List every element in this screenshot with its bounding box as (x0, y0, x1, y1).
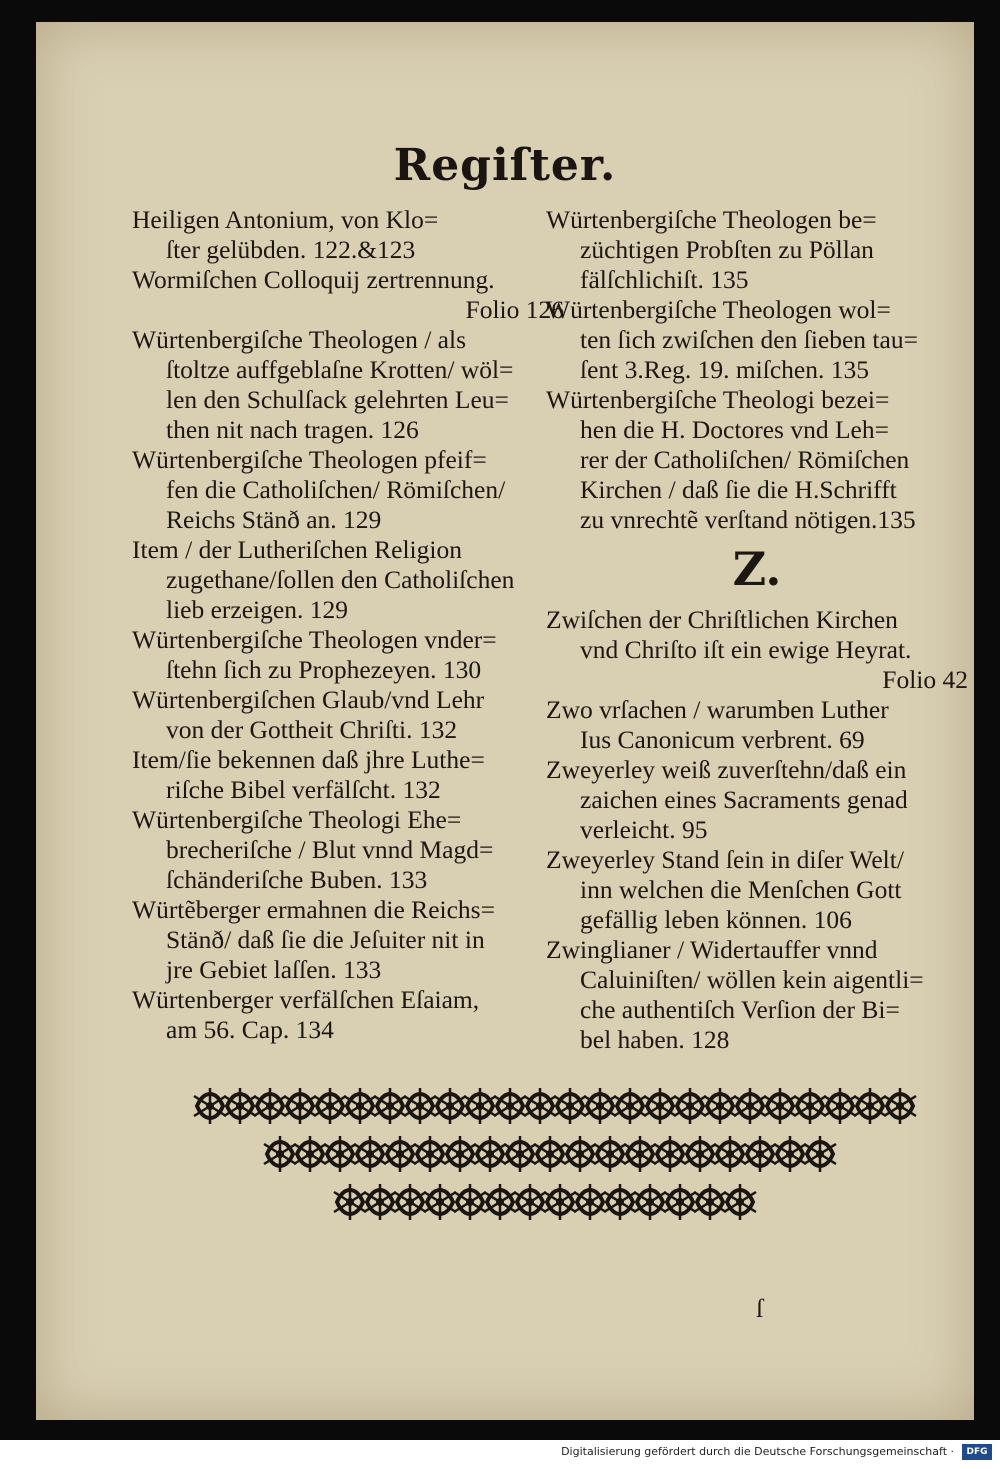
fleuron-mark (594, 1136, 626, 1172)
entry-line: hen die H. Doctores vnd Leh= (580, 415, 889, 444)
fleuron-mark (534, 1136, 566, 1172)
entry-line: Zwiſchen der Chriſtlichen Kirchen (546, 605, 898, 634)
catchword: ſ (756, 1294, 764, 1323)
fleuron-mark (654, 1136, 686, 1172)
entry-line: Wormiſchen Colloquij zertrennung. (132, 265, 495, 294)
entry-line: Würtenbergiſche Theologi Ehe= (132, 805, 462, 834)
register-entry (546, 755, 968, 845)
entry-line: Würtenbergiſche Theologen vnder= (132, 625, 497, 654)
register-entry (546, 605, 968, 695)
entry-line: inn welchen die Menſchen Gott (580, 875, 902, 904)
fleuron-mark (194, 1088, 226, 1124)
fleuron-mark (454, 1184, 486, 1220)
entry-line: len den Schulſack gelehrten Leu= (166, 385, 509, 414)
printers-ornament (186, 1084, 946, 1234)
entry-line: Ius Canonicum verbrent. 69 (580, 725, 865, 754)
fleuron-mark (384, 1136, 416, 1172)
register-entry (132, 985, 564, 1045)
entry-line: züchtigen Probſten zu Pöllan (580, 235, 874, 264)
fleuron-mark (294, 1136, 326, 1172)
fleuron-mark (624, 1136, 656, 1172)
entry-line: am 56. Cap. 134 (166, 1015, 334, 1044)
fleuron-mark (544, 1184, 576, 1220)
fleuron-mark (554, 1088, 586, 1124)
entry-line: ten ſich zwiſchen den ſieben tau= (580, 325, 918, 354)
fleuron-mark (684, 1136, 716, 1172)
entry-line: che authentiſch Verſion der Bi= (580, 995, 900, 1024)
register-column-right (546, 205, 968, 1055)
register-column-left (132, 205, 564, 1045)
fleuron-mark (254, 1088, 286, 1124)
fleuron-mark (804, 1136, 836, 1172)
page-heading: Regiſter. (393, 140, 617, 191)
fleuron-mark (374, 1088, 406, 1124)
fleuron-mark (364, 1184, 396, 1220)
register-entry (132, 745, 564, 805)
entry-line: Würtenbergiſche Theologen be= (546, 205, 877, 234)
fleuron-mark (464, 1088, 496, 1124)
entry-line: gefällig leben können. 106 (580, 905, 852, 934)
entry-line: Würtẽberger ermahnen die Reichs= (132, 895, 495, 924)
fleuron-mark (604, 1184, 636, 1220)
entry-line: bel haben. 128 (580, 1025, 730, 1054)
fleuron-mark (494, 1088, 526, 1124)
entry-line: Stänð/ daß ſie die Jeſuiter nit in (166, 925, 485, 954)
fleuron-mark (854, 1088, 886, 1124)
register-entry (132, 625, 564, 685)
fleuron-mark (434, 1088, 466, 1124)
entry-line: Würtenbergiſche Theologi bezei= (546, 385, 890, 414)
entry-line: Zwo vrſachen / warumben Luther (546, 695, 889, 724)
fleuron-mark (474, 1136, 506, 1172)
entry-line: Würtenbergiſchen Glaub/vnd Lehr (132, 685, 485, 714)
fleuron-mark (354, 1136, 386, 1172)
register-w-entries (546, 205, 968, 535)
entry-line: fälſchlichiſt. 135 (580, 265, 749, 294)
fleuron-mark (734, 1088, 766, 1124)
funding-credit: Digitalisierung gefördert durch die Deutsche Forschungsgemeinschaft · (561, 1445, 954, 1458)
register-entry (132, 685, 564, 745)
entry-line: lieb erzeigen. 129 (166, 595, 348, 624)
entry-line: zu vnrechtẽ verſtand nötigen.135 (580, 505, 916, 534)
fleuron-mark (484, 1184, 516, 1220)
entry-line: Zwinglianer / Widertauffer vnnd (546, 935, 878, 964)
entry-line: Würtenbergiſche Theologen / als (132, 325, 466, 354)
entry-line: Zweyerley weiß zuverſtehn/daß ein (546, 755, 907, 784)
entry-line: Reichs Stänð an. 129 (166, 505, 382, 534)
entry-line: then nit nach tragen. 126 (166, 415, 419, 444)
fleuron-mark (674, 1088, 706, 1124)
fleuron-mark (414, 1136, 446, 1172)
entry-line: Item/ſie bekennen daß jhre Luthe= (132, 745, 485, 774)
entry-line: vnd Chriſto iſt ein ewige Heyrat. (580, 635, 912, 664)
fleuron-mark (394, 1184, 426, 1220)
dfg-logo: DFG (962, 1444, 992, 1460)
fleuron-mark (224, 1088, 256, 1124)
fleuron-mark (514, 1184, 546, 1220)
entry-line: Folio 42 (882, 665, 968, 694)
register-z-entries (546, 605, 968, 1055)
register-entry (546, 695, 968, 755)
entry-line: Zweyerley Stand ſein in diſer Welt/ (546, 845, 904, 874)
fleuron-mark (344, 1088, 376, 1124)
entry-line: rer der Catholiſchen/ Römiſchen (580, 445, 910, 474)
entry-line: Kirchen / daß ſie die H.Schrifft (580, 475, 897, 504)
entry-line: Folio 126 (465, 295, 564, 324)
register-entry (132, 445, 564, 535)
entry-line: Heiligen Antonium, von Klo= (132, 205, 439, 234)
book-page (36, 22, 974, 1420)
register-entry (132, 325, 564, 445)
fleuron-mark (704, 1088, 736, 1124)
fleuron-mark (284, 1088, 316, 1124)
entry-line: ſter gelübden. 122.&123 (166, 235, 416, 264)
fleuron-mark (504, 1136, 536, 1172)
entry-line: ſtoltze auffgeblaſne Krotten/ wöl= (166, 355, 514, 384)
register-entry (132, 895, 564, 985)
entry-line: von der Gottheit Chriſti. 132 (166, 715, 458, 744)
register-entry (546, 845, 968, 935)
entry-line: Caluiniſten/ wöllen kein aigentli= (580, 965, 924, 994)
fleuron-mark (334, 1184, 366, 1220)
fleuron-mark (714, 1136, 746, 1172)
entry-line: brecheriſche / Blut vnnd Magd= (166, 835, 494, 864)
fleuron-mark (324, 1136, 356, 1172)
entry-line: zaichen eines Sacraments genad (580, 785, 908, 814)
fleuron-mark (694, 1184, 726, 1220)
fleuron-mark (524, 1088, 556, 1124)
entry-line: Würtenberger verfälſchen Eſaiam, (132, 985, 480, 1014)
entry-line: verleicht. 95 (580, 815, 708, 844)
fleuron-mark (444, 1136, 476, 1172)
fleuron-mark (744, 1136, 776, 1172)
fleuron-mark (794, 1088, 826, 1124)
register-entry (546, 385, 968, 535)
entry-line: ſtehn ſich zu Prophezeyen. 130 (166, 655, 482, 684)
fleuron-mark (614, 1088, 646, 1124)
fleuron-mark (634, 1184, 666, 1220)
fleuron-mark (724, 1184, 756, 1220)
entry-line: jre Gebiet laſſen. 133 (166, 955, 382, 984)
fleuron-mark (584, 1088, 616, 1124)
fleuron-mark (404, 1088, 436, 1124)
fleuron-mark (884, 1088, 916, 1124)
entry-line: Würtenbergiſche Theologen wol= (546, 295, 891, 324)
fleuron-mark (264, 1136, 296, 1172)
entry-line: riſche Bibel verfälſcht. 132 (166, 775, 441, 804)
entry-line: fen die Catholiſchen/ Römiſchen/ (166, 475, 506, 504)
fleuron-mark (824, 1088, 856, 1124)
entry-line: Item / der Lutheriſchen Religion (132, 535, 462, 564)
fleuron-mark (574, 1184, 606, 1220)
fleuron-mark (564, 1136, 596, 1172)
register-entry (546, 935, 968, 1055)
entry-line: ſent 3.Reg. 19. miſchen. 135 (580, 355, 869, 384)
fleuron-mark (424, 1184, 456, 1220)
register-entry (132, 535, 564, 625)
register-entry (546, 205, 968, 295)
section-letter-z: Z. (732, 542, 782, 596)
fleuron-mark (774, 1136, 806, 1172)
fleuron-mark (644, 1088, 676, 1124)
register-entry (546, 295, 968, 385)
entry-line: zugethane/ſollen den Catholiſchen (166, 565, 515, 594)
register-entry (132, 265, 564, 325)
register-entry (132, 205, 564, 265)
fleuron-mark (314, 1088, 346, 1124)
entry-line: ſchänderiſche Buben. 133 (166, 865, 428, 894)
fleuron-mark (764, 1088, 796, 1124)
fleuron-mark (664, 1184, 696, 1220)
register-entry (132, 805, 564, 895)
entry-line: Würtenbergiſche Theologen pfeif= (132, 445, 487, 474)
